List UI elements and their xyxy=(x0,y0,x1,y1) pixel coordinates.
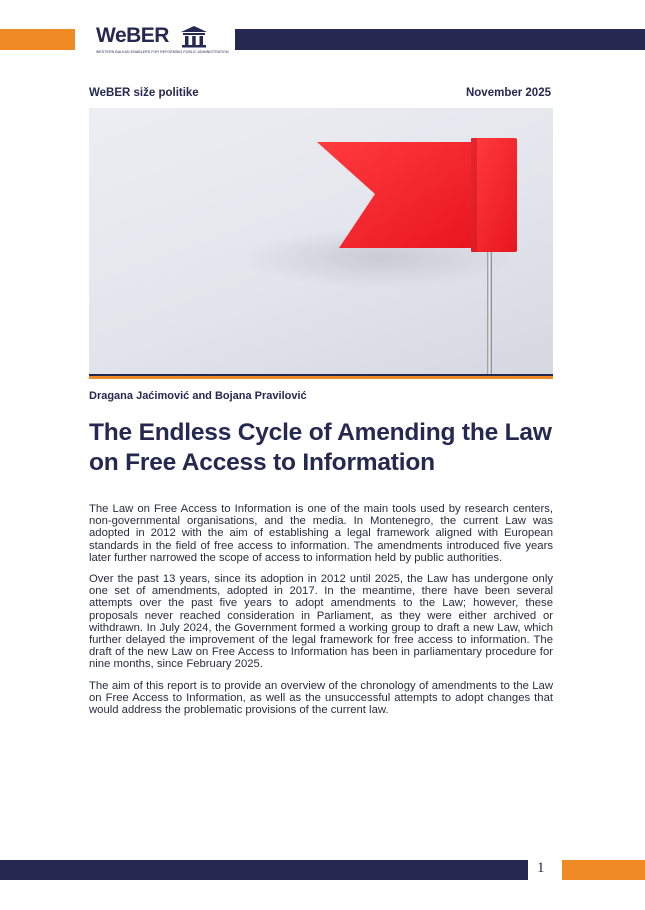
article-title: The Endless Cycle of Amending the Law on Free Access to Information xyxy=(89,419,552,476)
series-label: WeBER sіže politike xyxy=(89,87,199,99)
header-orange-bar xyxy=(0,29,75,50)
date-label: November 2025 xyxy=(465,87,551,99)
authors: Dragana Jaćimović and Bojana Pravilović xyxy=(89,390,307,402)
logo-subtext: WESTERN BALKAN ENABLERS FOR REFORMING PUBLIC ADMINISTRATION xyxy=(96,50,229,54)
footer-navy-bar xyxy=(0,860,528,880)
logo-text: WeBER xyxy=(96,24,169,47)
footer-orange-bar xyxy=(562,860,645,880)
hero-image xyxy=(89,108,553,374)
red-flag-illustration xyxy=(89,108,553,374)
header-navy-bar xyxy=(235,29,645,50)
paragraph: The aim of this report is to provide an overview of the chronology of amendments to the Law on Free Access to Information, as well as the unsuccessful attempts to adopt changes that would address the problematic provisions of the current law. xyxy=(89,679,553,717)
paragraph: The Law on Free Access to Information is one of the main tools used by research centers, non-governmental organisations, and the media. In Montenegro, the current Law was adopted in 2012 with the aim of establishing a legal framework aligned with European standards in the field of free access to information. The amendments introduced five years later further narrowed the scope of access to information held by public authorities. xyxy=(89,503,553,564)
hero-divider-orange xyxy=(89,376,553,379)
pillars-icon xyxy=(180,26,208,48)
weber-logo xyxy=(96,24,229,60)
article-body xyxy=(89,503,553,725)
page-number: 1 xyxy=(537,860,545,876)
paragraph: Over the past 13 years, since its adoption in 2012 until 2025, the Law has undergone only one set of amendments, adopted in 2017. In the meantime, there have been several attempts over the past five years to adopt amendments to the Law; however, these proposals never reached consideration in Parliament, as they were either archived or withdrawn. In July 2024, the Government formed a working group to draft a new Law, which further delayed the improvement of the legal framework for free access to information. The draft of the new Law on Free Access to Information has been in parliamentary procedure for nine months, since February 2025. xyxy=(89,573,553,671)
